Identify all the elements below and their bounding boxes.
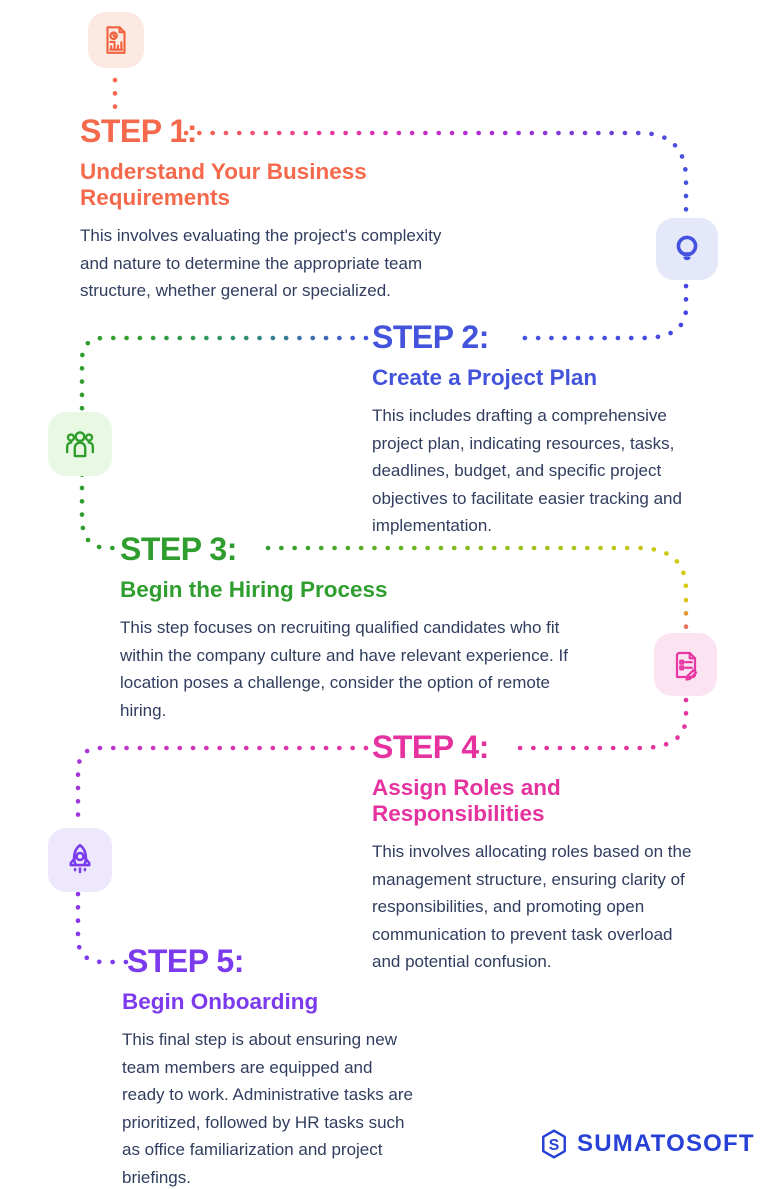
step-2-title: Create a Project Plan bbox=[372, 365, 598, 390]
step-1-title: Understand Your Business Requirements bbox=[80, 159, 367, 210]
step-4-title: Assign Roles and Responsibilities bbox=[372, 775, 561, 826]
step-3-description: This step focuses on recruiting qualified candidates who fit within the company culture and have relevant experience. If location poses a challenge, consider the option of remote hiring. bbox=[120, 618, 568, 720]
step-1-label: STEP 1: bbox=[80, 113, 197, 149]
sumatosoft-logo-mark bbox=[540, 1128, 568, 1160]
step-2-label: STEP 2: bbox=[372, 319, 489, 355]
step-5-section bbox=[122, 944, 424, 1189]
checklist-pencil-icon bbox=[654, 633, 717, 696]
sumatosoft-logo bbox=[540, 1128, 755, 1160]
step-2-section bbox=[372, 320, 704, 540]
step-1-description: This involves evaluating the project's complexity and nature to determine the appropriate team structure, whether general or specialized. bbox=[80, 226, 442, 300]
rocket-icon bbox=[48, 828, 112, 892]
step-4-label: STEP 4: bbox=[372, 729, 489, 765]
step-5-title: Begin Onboarding bbox=[122, 989, 319, 1014]
team-people-icon bbox=[48, 412, 112, 476]
step-3-label: STEP 3: bbox=[120, 531, 237, 567]
step-3-section bbox=[120, 532, 590, 724]
step-1-section bbox=[80, 114, 480, 305]
step-4-section bbox=[372, 730, 704, 976]
lightbulb-icon bbox=[656, 218, 718, 280]
step-5-label: STEP 5: bbox=[127, 943, 244, 979]
svg-text:S: S bbox=[548, 1137, 560, 1155]
report-chart-icon bbox=[88, 12, 144, 68]
step-5-description: This final step is about ensuring new team members are equipped and ready to work. Administrative tasks are prioritized, followed by HR tasks such as office familiarization and project briefings. bbox=[122, 1030, 414, 1187]
step-3-title: Begin the Hiring Process bbox=[120, 577, 388, 602]
sumatosoft-wordmark: SUMATOSOFT bbox=[577, 1130, 755, 1157]
step-4-description: This involves allocating roles based on the management structure, ensuring clarity of responsibilities, and promoting open communication to prevent task overload and potential confusion. bbox=[372, 842, 692, 971]
step-2-description: This includes drafting a comprehensive project plan, indicating resources, tasks, deadlines, budget, and specific project objectives to facilitate easier tracking and implementation. bbox=[372, 406, 682, 535]
